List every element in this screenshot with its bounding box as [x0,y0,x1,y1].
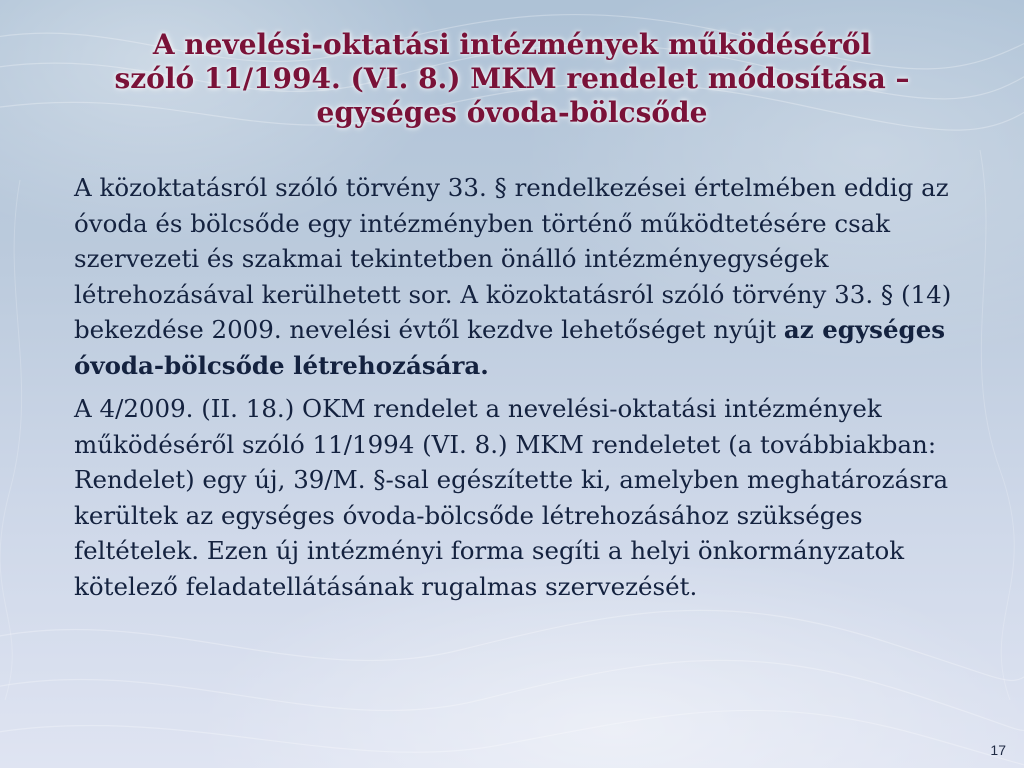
slide-number: 17 [990,742,1006,758]
paragraph-1 [74,170,964,383]
paragraph-2-text: A 4/2009. (II. 18.) OKM rendelet a nevelési-oktatási intézmények működéséről szóló 11/1994 (VI. 8.) MKM rendeletet (a továbbiakban: Rendelet) egy új, 39/M. §-sal egészítette ki, amelyben meghatározásra kerültek az egységes óvoda-bölcsőde létrehozásához szükséges feltételek. Ezen új intézményi forma segíti a helyi önkormányzatok kötelező feladatellátásának rugalmas szervezését. [74,394,949,601]
paragraph-1-text: A közoktatásról szóló törvény 33. § rendelkezései értelmében eddig az óvoda és bölcsőde egy intézményben történő működtetésére csak szervezeti és szakmai tekintetben önálló intézményegységek létrehozásával kerülhetett sor. A közoktatásról szóló törvény 33. § (14) bekezdése 2009. nevelési évtől kezdve lehetőséget nyújt [74,173,952,344]
paragraph-2 [74,391,964,604]
title-line-3: egységes óvoda-bölcsőde [316,96,708,129]
paragraph-1-bold-text: az egységes óvoda-bölcsőde létrehozására. [74,315,946,380]
title-line-1: A nevelési-oktatási intézmények működéséről [152,28,872,61]
slide-body [74,170,964,612]
title-line-2: szóló 11/1994. (VI. 8.) MKM rendelet módosítása – [114,62,910,95]
slide-title [40,28,984,130]
